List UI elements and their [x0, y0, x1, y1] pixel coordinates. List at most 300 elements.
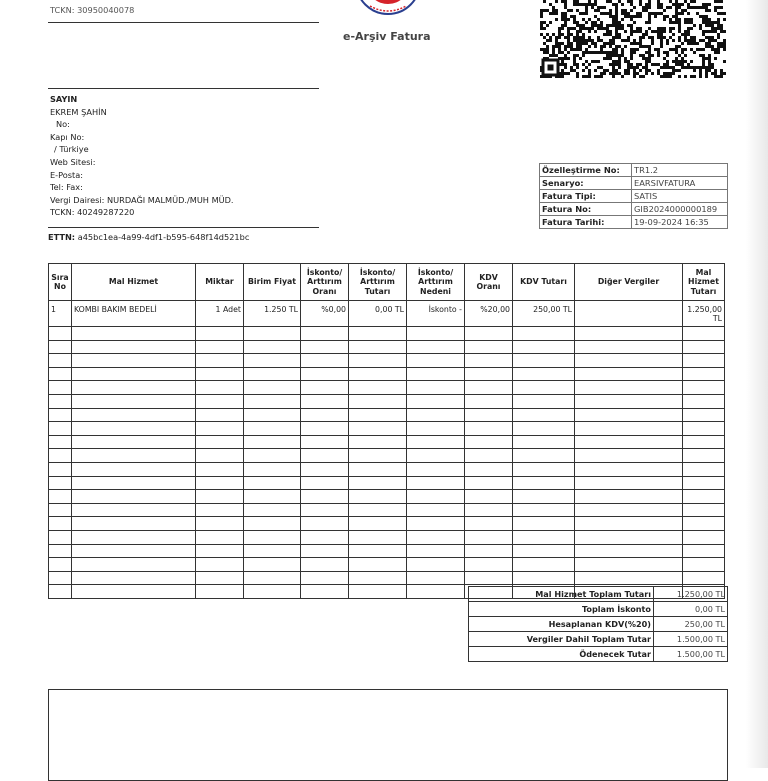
empty-cell [244, 435, 301, 449]
qr-module [639, 12, 642, 15]
qr-module [666, 6, 669, 9]
info-key: Fatura Tipi: [540, 190, 632, 203]
table-row-empty [49, 394, 725, 408]
qr-module [627, 36, 630, 39]
empty-cell [49, 544, 72, 558]
qr-module [684, 48, 687, 51]
qr-module [600, 51, 603, 54]
qr-module [552, 51, 555, 54]
seller-divider [48, 22, 319, 23]
qr-module [546, 33, 549, 36]
empty-cell [575, 517, 683, 531]
qr-module [672, 27, 675, 30]
qr-module [687, 30, 690, 33]
qr-module [564, 0, 567, 3]
qr-module [690, 75, 693, 78]
empty-cell [349, 381, 407, 395]
qr-module [567, 72, 570, 75]
qr-module [576, 54, 579, 57]
qr-module [702, 63, 705, 66]
col-header-line-total: Mal Hizmet Tutarı [683, 264, 725, 301]
empty-cell [575, 530, 683, 544]
qr-module [717, 36, 720, 39]
qr-module [708, 54, 711, 57]
qr-module [687, 33, 690, 36]
col-header-discount-rate: İskonto/ Arttırım Oranı [301, 264, 349, 301]
empty-cell [349, 517, 407, 531]
qr-module [705, 9, 708, 12]
qr-module [660, 33, 663, 36]
qr-module [723, 18, 726, 21]
cell-qty: 1 Adet [196, 301, 244, 327]
qr-module [606, 51, 609, 54]
info-value: 19-09-2024 16:35 [632, 216, 728, 229]
qr-module [645, 63, 648, 66]
qr-module [543, 21, 546, 24]
empty-cell [513, 408, 575, 422]
qr-module [702, 3, 705, 6]
qr-module [579, 27, 582, 30]
qr-module [624, 69, 627, 72]
empty-cell [575, 394, 683, 408]
qr-module [621, 24, 624, 27]
cell-discount-rate: %0,00 [301, 301, 349, 327]
qr-module [585, 39, 588, 42]
qr-module [696, 48, 699, 51]
qr-module [588, 51, 591, 54]
qr-module [630, 51, 633, 54]
qr-module [609, 57, 612, 60]
qr-module [705, 66, 708, 69]
qr-module [696, 6, 699, 9]
qr-module [642, 6, 645, 9]
qr-module [705, 72, 708, 75]
qr-module [717, 0, 720, 3]
empty-cell [683, 449, 725, 463]
qr-module [573, 36, 576, 39]
empty-cell [513, 422, 575, 436]
empty-cell [407, 435, 465, 449]
qr-module [627, 12, 630, 15]
qr-module [684, 0, 687, 3]
empty-cell [407, 327, 465, 341]
qr-module [705, 6, 708, 9]
empty-cell [301, 462, 349, 476]
qr-module [627, 39, 630, 42]
qr-module [693, 66, 696, 69]
empty-cell [465, 422, 513, 436]
buyer-salutation: SAYIN [50, 94, 78, 104]
qr-module [597, 66, 600, 69]
empty-cell [513, 571, 575, 585]
qr-module [675, 3, 678, 6]
qr-module [684, 39, 687, 42]
empty-cell [575, 544, 683, 558]
empty-cell [407, 449, 465, 463]
qr-module [705, 57, 708, 60]
qr-module [609, 9, 612, 12]
qr-module [717, 48, 720, 51]
empty-cell [513, 517, 575, 531]
qr-module [693, 51, 696, 54]
qr-module [690, 0, 693, 3]
qr-module [708, 21, 711, 24]
qr-module [660, 45, 663, 48]
info-row [540, 177, 728, 190]
qr-module [567, 45, 570, 48]
empty-cell [349, 394, 407, 408]
empty-cell [244, 354, 301, 368]
qr-module [624, 60, 627, 63]
qr-module [582, 3, 585, 6]
qr-module [573, 15, 576, 18]
qr-module [714, 0, 717, 3]
qr-module [708, 69, 711, 72]
qr-module [705, 30, 708, 33]
qr-module [696, 12, 699, 15]
empty-cell [513, 354, 575, 368]
empty-cell [465, 490, 513, 504]
qr-module [615, 54, 618, 57]
qr-module [648, 18, 651, 21]
empty-cell [575, 340, 683, 354]
qr-module [597, 60, 600, 63]
empty-cell [49, 435, 72, 449]
qr-module [693, 39, 696, 42]
cell-discount-amount: 0,00 TL [349, 301, 407, 327]
qr-module [630, 66, 633, 69]
qr-module [543, 48, 546, 51]
qr-module [666, 60, 669, 63]
qr-module [702, 18, 705, 21]
empty-cell [513, 327, 575, 341]
empty-cell [575, 435, 683, 449]
qr-module [651, 39, 654, 42]
qr-module [708, 45, 711, 48]
qr-module [630, 42, 633, 45]
empty-cell [349, 530, 407, 544]
qr-module [684, 60, 687, 63]
seller-tckn: TCKN: 30950040078 [50, 5, 135, 15]
qr-module [597, 9, 600, 12]
qr-module [564, 66, 567, 69]
qr-module [603, 45, 606, 48]
qr-module [645, 51, 648, 54]
qr-module [693, 75, 696, 78]
empty-cell [465, 462, 513, 476]
qr-module [705, 18, 708, 21]
qr-module [702, 33, 705, 36]
qr-module [555, 54, 558, 57]
empty-cell [244, 449, 301, 463]
qr-module [618, 54, 621, 57]
empty-cell [196, 571, 244, 585]
qr-module [663, 51, 666, 54]
qr-module [561, 69, 564, 72]
qr-module [618, 24, 621, 27]
qr-module [570, 69, 573, 72]
qr-module [684, 54, 687, 57]
qr-module [603, 51, 606, 54]
empty-cell [196, 558, 244, 572]
qr-module [681, 42, 684, 45]
qr-module [630, 27, 633, 30]
qr-module [639, 42, 642, 45]
qr-module [606, 24, 609, 27]
qr-module [717, 51, 720, 54]
qr-module [690, 18, 693, 21]
qr-module [618, 72, 621, 75]
qr-module [669, 30, 672, 33]
qr-module [699, 54, 702, 57]
empty-cell [575, 327, 683, 341]
qr-module [714, 48, 717, 51]
table-row-empty [49, 462, 725, 476]
buyer-door-no: Kapı No: [50, 131, 85, 142]
empty-cell [72, 340, 196, 354]
qr-module [579, 36, 582, 39]
qr-module [561, 57, 564, 60]
qr-module [561, 42, 564, 45]
qr-module [591, 27, 594, 30]
totals-value: 1.250,00 TL [654, 587, 728, 602]
qr-module [585, 66, 588, 69]
qr-module [540, 33, 543, 36]
qr-module [717, 75, 720, 78]
qr-module [642, 75, 645, 78]
empty-cell [465, 544, 513, 558]
qr-module [573, 57, 576, 60]
qr-module [657, 48, 660, 51]
empty-cell [244, 462, 301, 476]
empty-cell [575, 381, 683, 395]
qr-module [570, 48, 573, 51]
empty-cell [301, 490, 349, 504]
empty-cell [49, 558, 72, 572]
qr-module [582, 51, 585, 54]
qr-module [669, 36, 672, 39]
empty-cell [72, 435, 196, 449]
qr-module [678, 36, 681, 39]
qr-module [702, 15, 705, 18]
qr-module [579, 12, 582, 15]
qr-module [564, 48, 567, 51]
qr-module [600, 66, 603, 69]
cell-no: 1 [49, 301, 72, 327]
empty-cell [72, 354, 196, 368]
qr-module [645, 30, 648, 33]
qr-module [675, 18, 678, 21]
empty-cell [196, 367, 244, 381]
qr-module [621, 3, 624, 6]
qr-module [597, 27, 600, 30]
empty-cell [196, 476, 244, 490]
qr-module [612, 75, 615, 78]
qr-module [633, 66, 636, 69]
qr-module [612, 42, 615, 45]
empty-cell [244, 517, 301, 531]
qr-module [612, 69, 615, 72]
qr-module [567, 51, 570, 54]
empty-cell [244, 408, 301, 422]
qr-module [693, 24, 696, 27]
qr-module [714, 51, 717, 54]
empty-cell [49, 503, 72, 517]
qr-module [678, 12, 681, 15]
qr-module [549, 3, 552, 6]
qr-module [579, 39, 582, 42]
qr-module [660, 39, 663, 42]
empty-cell [49, 367, 72, 381]
qr-module [609, 72, 612, 75]
empty-cell [683, 558, 725, 572]
empty-cell [244, 340, 301, 354]
table-row-empty [49, 558, 725, 572]
qr-module [606, 27, 609, 30]
table-row-empty [49, 435, 725, 449]
empty-cell [72, 517, 196, 531]
qr-module [645, 72, 648, 75]
empty-cell [349, 367, 407, 381]
qr-module [678, 45, 681, 48]
qr-module [621, 18, 624, 21]
info-key: Özelleştirme No: [540, 164, 632, 177]
qr-module [564, 6, 567, 9]
qr-module [666, 51, 669, 54]
qr-module [630, 33, 633, 36]
qr-module [639, 39, 642, 42]
empty-cell [301, 544, 349, 558]
qr-module [672, 33, 675, 36]
qr-module [561, 18, 564, 21]
qr-module [687, 3, 690, 6]
qr-module [576, 45, 579, 48]
totals-value: 250,00 TL [654, 617, 728, 632]
qr-module [711, 63, 714, 66]
totals-key: Ödenecek Tutar [469, 647, 654, 662]
qr-module [615, 60, 618, 63]
qr-module [711, 21, 714, 24]
table-row-empty [49, 340, 725, 354]
buyer-email: E-Posta: [50, 169, 84, 180]
empty-cell [683, 340, 725, 354]
qr-module [672, 21, 675, 24]
empty-cell [49, 394, 72, 408]
qr-module [630, 15, 633, 18]
qr-module [597, 39, 600, 42]
qr-module [615, 63, 618, 66]
qr-module [708, 57, 711, 60]
qr-module [567, 39, 570, 42]
qr-module [660, 27, 663, 30]
empty-cell [407, 462, 465, 476]
qr-module [582, 63, 585, 66]
empty-cell [196, 544, 244, 558]
empty-cell [244, 327, 301, 341]
table-row-empty [49, 476, 725, 490]
empty-cell [349, 476, 407, 490]
empty-cell [72, 381, 196, 395]
qr-module [588, 72, 591, 75]
qr-module [657, 51, 660, 54]
qr-module [564, 15, 567, 18]
qr-module [663, 27, 666, 30]
empty-cell [465, 381, 513, 395]
qr-module [558, 33, 561, 36]
qr-module [645, 9, 648, 12]
qr-module [675, 15, 678, 18]
qr-module [561, 63, 564, 66]
totals-key: Vergiler Dahil Toplam Tutar [469, 632, 654, 647]
qr-module [552, 45, 555, 48]
qr-module [630, 0, 633, 3]
qr-module [660, 42, 663, 45]
empty-cell [683, 517, 725, 531]
buyer-phone: Tel: Fax: [50, 182, 83, 193]
qr-module [558, 42, 561, 45]
empty-cell [349, 435, 407, 449]
qr-module [663, 36, 666, 39]
qr-module [711, 39, 714, 42]
empty-cell [513, 462, 575, 476]
empty-cell [407, 367, 465, 381]
table-row-empty [49, 422, 725, 436]
qr-module [666, 54, 669, 57]
empty-cell [349, 422, 407, 436]
qr-module [540, 24, 543, 27]
qr-module [657, 27, 660, 30]
table-row-empty [49, 449, 725, 463]
qr-module [609, 12, 612, 15]
empty-cell [244, 571, 301, 585]
qr-module [564, 12, 567, 15]
qr-module [684, 33, 687, 36]
qr-module [567, 57, 570, 60]
qr-module [552, 54, 555, 57]
qr-module [672, 69, 675, 72]
qr-module [702, 60, 705, 63]
qr-module [564, 18, 567, 21]
qr-module [591, 39, 594, 42]
qr-module [588, 69, 591, 72]
qr-module [630, 24, 633, 27]
qr-module [579, 24, 582, 27]
empty-cell [49, 354, 72, 368]
qr-module [594, 15, 597, 18]
empty-cell [72, 476, 196, 490]
qr-module [609, 42, 612, 45]
qr-module [606, 0, 609, 3]
qr-module [615, 3, 618, 6]
qr-module [612, 24, 615, 27]
qr-module [564, 45, 567, 48]
qr-module [558, 30, 561, 33]
qr-module [645, 57, 648, 60]
empty-cell [72, 530, 196, 544]
qr-module [666, 72, 669, 75]
qr-module [609, 45, 612, 48]
empty-cell [683, 503, 725, 517]
qr-module [612, 60, 615, 63]
empty-cell [196, 585, 244, 599]
qr-module [714, 57, 717, 60]
qr-module [570, 45, 573, 48]
qr-module [561, 0, 564, 3]
qr-module [681, 51, 684, 54]
table-row-empty [49, 571, 725, 585]
qr-module [633, 15, 636, 18]
qr-module [648, 51, 651, 54]
